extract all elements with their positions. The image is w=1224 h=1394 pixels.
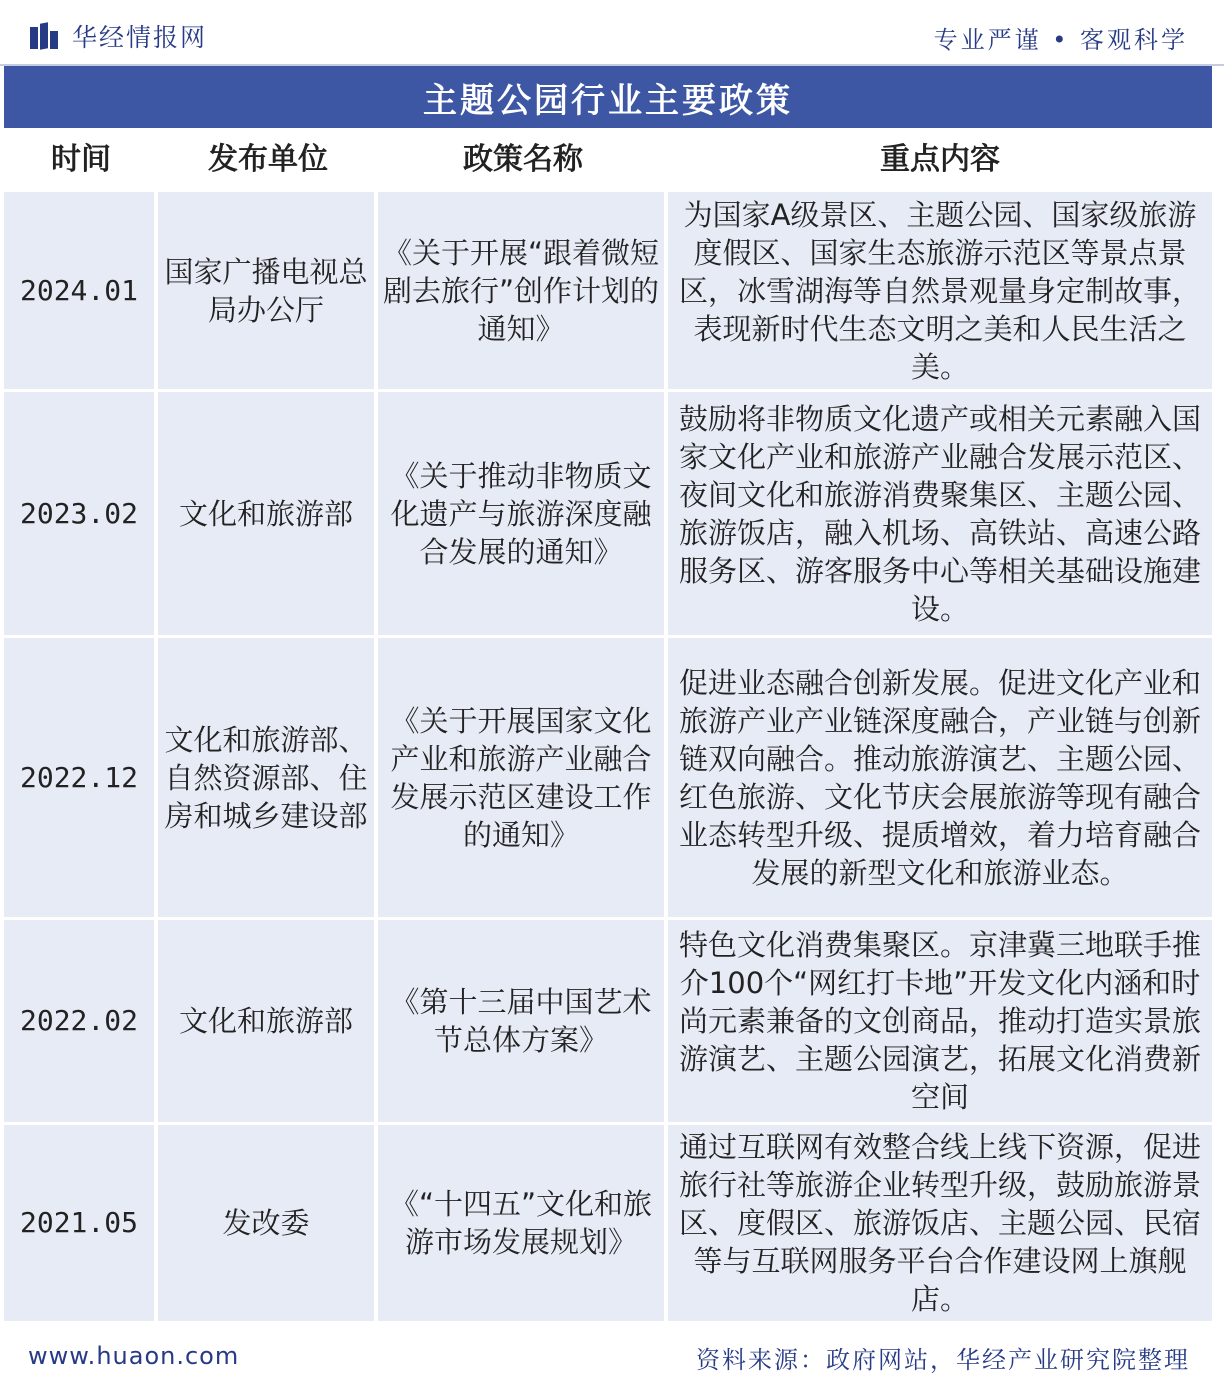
cell-time: 2024.01 bbox=[4, 192, 158, 392]
policy-table bbox=[4, 128, 1212, 1324]
cell-policy: 《“十四五”文化和旅游市场发展规划》 bbox=[378, 1125, 668, 1324]
cell-issuer: 国家广播电视总局办公厅 bbox=[158, 192, 378, 392]
cell-policy: 《关于推动非物质文化遗产与旅游深度融合发展的通知》 bbox=[378, 392, 668, 638]
cell-issuer: 发改委 bbox=[158, 1125, 378, 1324]
cell-policy: 《关于开展国家文化产业和旅游产业融合发展示范区建设工作的通知》 bbox=[378, 638, 668, 920]
column-header-content: 重点内容 bbox=[668, 128, 1212, 192]
page-title: 主题公园行业主要政策 bbox=[423, 80, 793, 121]
table-header-row bbox=[4, 128, 1212, 192]
cell-time: 2023.02 bbox=[4, 392, 158, 638]
header bbox=[0, 0, 1224, 66]
logo-bars-icon bbox=[30, 23, 60, 49]
brand-name: 华经情报网 bbox=[72, 23, 208, 52]
slogan: 专业严谨 • 客观科学 bbox=[933, 26, 1188, 54]
cell-time: 2021.05 bbox=[4, 1125, 158, 1324]
title-bar bbox=[4, 66, 1212, 128]
cell-content: 促进业态融合创新发展。促进文化产业和旅游产业产业链深度融合，产业链与创新链双向融合。推动旅游演艺、主题公园、红色旅游、文化节庆会展旅游等现有融合业态转型升级、提质增效，着力培育融合发展的新型文化和旅游业态。 bbox=[668, 638, 1212, 920]
cell-issuer: 文化和旅游部 bbox=[158, 920, 378, 1125]
footer bbox=[0, 1324, 1224, 1394]
table-row bbox=[4, 192, 1212, 392]
cell-issuer: 文化和旅游部、自然资源部、住房和城乡建设部 bbox=[158, 638, 378, 920]
cell-time: 2022.02 bbox=[4, 920, 158, 1125]
column-header-issuer: 发布单位 bbox=[158, 128, 378, 192]
cell-content: 鼓励将非物质文化遗产或相关元素融入国家文化产业和旅游产业融合发展示范区、夜间文化和旅游消费聚集区、主题公园、旅游饭店，融入机场、高铁站、高速公路服务区、游客服务中心等相关基础设施建设。 bbox=[668, 392, 1212, 638]
brand-logo[interactable] bbox=[30, 20, 207, 52]
table-row bbox=[4, 920, 1212, 1125]
cell-content: 通过互联网有效整合线上线下资源，促进旅行社等旅游企业转型升级，鼓励旅游景区、度假区、旅游饭店、主题公园、民宿等与互联网服务平台合作建设网上旗舰店。 bbox=[668, 1125, 1212, 1324]
source-note: 资料来源：政府网站，华经产业研究院整理 bbox=[696, 1346, 1190, 1374]
cell-policy: 《第十三届中国艺术节总体方案》 bbox=[378, 920, 668, 1125]
table-row bbox=[4, 392, 1212, 638]
website-link[interactable]: www.huaon.com bbox=[28, 1342, 240, 1370]
cell-content: 为国家A级景区、主题公园、国家级旅游度假区、国家生态旅游示范区等景点景区，冰雪湖海等自然景观量身定制故事，表现新时代生态文明之美和人民生活之美。 bbox=[668, 192, 1212, 392]
column-header-policy: 政策名称 bbox=[378, 128, 668, 192]
column-header-time: 时间 bbox=[4, 128, 158, 192]
cell-issuer: 文化和旅游部 bbox=[158, 392, 378, 638]
cell-time: 2022.12 bbox=[4, 638, 158, 920]
table-row bbox=[4, 1125, 1212, 1324]
table-row bbox=[4, 638, 1212, 920]
cell-content: 特色文化消费集聚区。京津冀三地联手推介100个“网红打卡地”开发文化内涵和时尚元素兼备的文创商品，推动打造实景旅游演艺、主题公园演艺，拓展文化消费新空间 bbox=[668, 920, 1212, 1125]
cell-policy: 《关于开展“跟着微短剧去旅行”创作计划的通知》 bbox=[378, 192, 668, 392]
